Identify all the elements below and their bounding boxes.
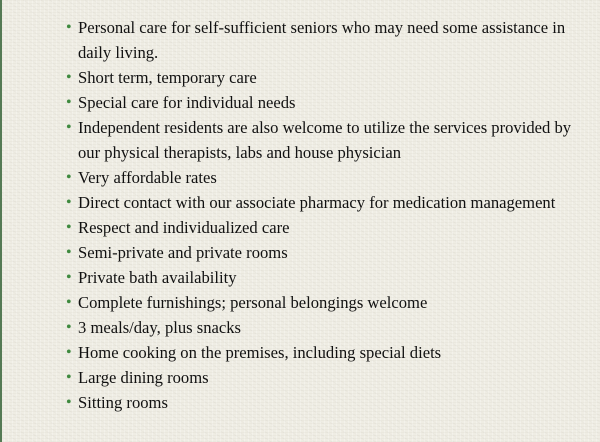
- list-item-text: Semi-private and private rooms: [78, 243, 288, 262]
- bullet-icon: •: [66, 344, 72, 361]
- list-item: [66, 90, 586, 115]
- list-item-text: Respect and individualized care: [78, 218, 290, 237]
- list-item: [66, 240, 586, 265]
- bullet-icon: •: [66, 319, 72, 336]
- list-item-text: Large dining rooms: [78, 368, 209, 387]
- bullet-icon: •: [66, 294, 72, 311]
- list-item-text: Personal care for self-sufficient seniors who may need some assistance in daily living.: [78, 18, 566, 62]
- list-item: [66, 15, 586, 65]
- services-feature-list: [66, 15, 586, 415]
- bullet-icon: •: [66, 394, 72, 411]
- bullet-icon: •: [66, 244, 72, 261]
- list-item-text: Short term, temporary care: [78, 68, 257, 87]
- bullet-icon: •: [66, 119, 72, 136]
- list-item: [66, 315, 586, 340]
- bullet-icon: •: [66, 94, 72, 111]
- list-item-text: Home cooking on the premises, including special diets: [78, 343, 442, 362]
- list-item-text: Sitting rooms: [78, 393, 168, 412]
- list-item-text: Private bath availability: [78, 268, 237, 287]
- list-item-text: Direct contact with our associate pharmacy for medication management: [78, 193, 556, 212]
- list-item: [66, 165, 586, 190]
- bullet-icon: •: [66, 194, 72, 211]
- list-item-text: Very affordable rates: [78, 168, 217, 187]
- list-item: [66, 365, 586, 390]
- bullet-icon: •: [66, 369, 72, 386]
- list-item: [66, 390, 586, 415]
- bullet-icon: •: [66, 269, 72, 286]
- bullet-icon: •: [66, 19, 72, 36]
- left-border-rule: [0, 0, 2, 442]
- list-item: [66, 215, 586, 240]
- list-item: [66, 265, 586, 290]
- bullet-icon: •: [66, 69, 72, 86]
- list-item: [66, 340, 586, 365]
- list-item: [66, 65, 586, 90]
- list-item-text: 3 meals/day, plus snacks: [78, 318, 241, 337]
- list-item: [66, 190, 586, 215]
- bullet-icon: •: [66, 219, 72, 236]
- list-item-text: Special care for individual needs: [78, 93, 296, 112]
- bullet-icon: •: [66, 169, 72, 186]
- list-item: [66, 115, 586, 165]
- list-item-text: Complete furnishings; personal belongings welcome: [78, 293, 428, 312]
- list-item-text: Independent residents are also welcome to utilize the services provided by our physical therapists, labs and house physician: [78, 118, 572, 162]
- list-item: [66, 290, 586, 315]
